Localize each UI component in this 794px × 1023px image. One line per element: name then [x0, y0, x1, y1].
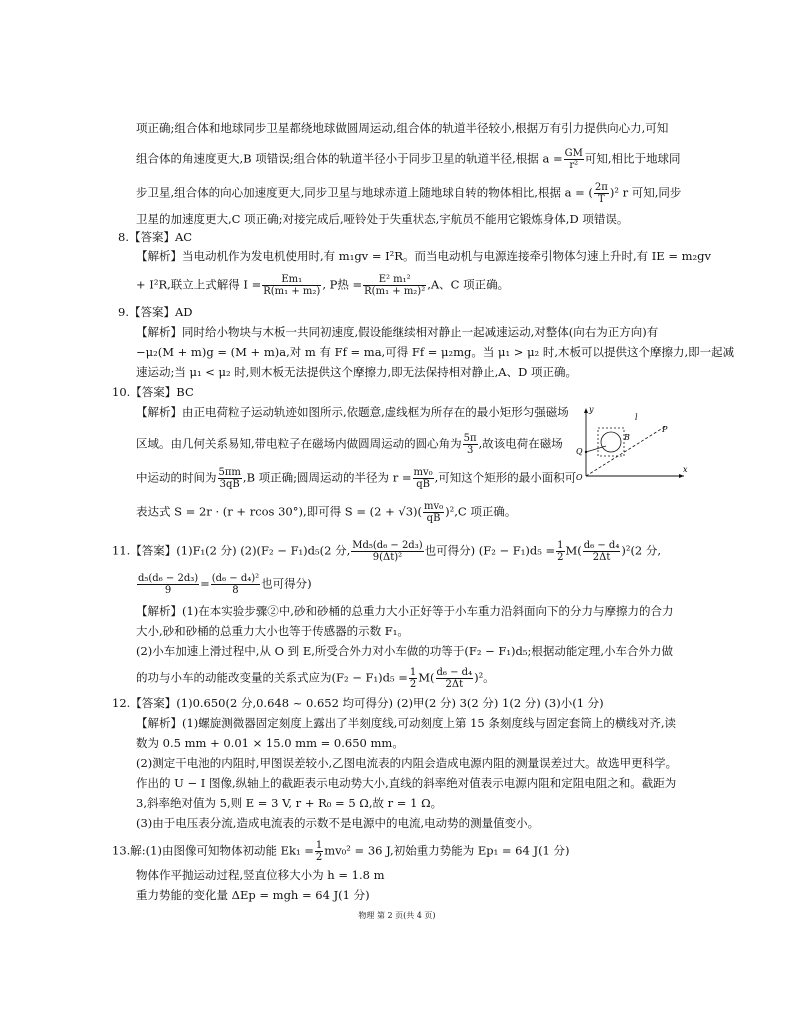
q12-exp6: (3)由于电压表分流,造成电流表的示数不是电源中的电流,电动势的测量值变小。 [136, 816, 540, 830]
q12-exp4: 作出的 U − I 图像,纵轴上的截距表示电动势大小,直线的斜率绝对值表示电源内阻和定阻电阻之和。截距为 [136, 776, 677, 790]
q10-line1: 【解析】由正电荷粒子运动轨迹如图所示,依题意,虚线框为所存在的最小矩形匀强磁场 [136, 405, 569, 419]
fraction: $\frac{2\pi}{T}$ [594, 182, 608, 205]
q8-line1: 【解析】当电动机作为发电机使用时,有 m₁gv = I²R。而当电动机与电源连接牵引物体匀速上升时,有 IE = m₂gv [136, 249, 712, 263]
q13-line1: 13.解:(1)由图像可知物体初动能 Ek₁ = $\frac{1}{2}$ mv₀² = 36 J,初始重力势能为 Ep₁ = 64 J(1 分) [112, 840, 570, 863]
field-b-label: B [624, 433, 630, 442]
q12-answer: 12.【答案】(1)0.650(2 分,0.648 ~ 0.652 均可得分) (2)甲(2 分) 3(2 分) 1(2 分) (3)小(1 分) [112, 696, 604, 710]
q10-line4: 表达式 S = 2r · (r + rcos 30°),即可得 S = (2 + √3)( $\frac{\text{mv₀}}{qB}$ )²,C 项正确。 [136, 501, 517, 524]
q8-line2: + I²R,联立上式解得 I = $\frac{\text{Em₁}}{\text{R(m₁ + m₂)}}$ , P热 = $\frac{\text{E² m₁²}}{\text{R(m₁ + m₂)²}}$ ,A、C 项正确。 [136, 274, 510, 297]
circular-path [601, 432, 621, 452]
q9-line2: −μ₂(M + m)g = (M + m)a,对 m 有 Ff = ma,可得 Ff = μ₂mg。当 μ₁ > μ₂ 时,木板可以提供这个摩擦力,即一起减 [136, 345, 735, 359]
q10-line3: 中运动的时间为 $\frac{5\pi m}{3qB}$ ,B 项正确;圆周运动的半径为 r = $\frac{\text{mv₀}}{qB}$ ,可知这个矩形的最小面积可 [136, 467, 577, 490]
x-axis-label: x [683, 465, 688, 474]
point-q-label: Q [576, 447, 583, 456]
q10-line2: 区域。由几何关系易知,带电粒子在磁场内做圆周运动的圆心角为 $\frac{5\pi}{3}$ ,故该电荷在磁场 [136, 433, 563, 456]
q11-exp4: 的功与小车的动能改变量的关系式应为(F₂ − F₁)d₅ = $\frac{1}{2}$ M( $\frac{\text{d₆ − d₄}}{2\Delta t}$ )²。 [136, 667, 495, 690]
q7-line2: 组合体的角速度更大,B 项错误;组合体的轨道半径小于同步卫星的轨道半径,根据 a = $\frac{GM}{\text{r²}}$ 可知,相比于地球同 [136, 148, 681, 171]
origin-label: O [576, 473, 583, 482]
q7-line4: 卫星的加速度更大,C 项正确;对接完成后,哑铃处于失重状态,宇航员不能用它锻炼身体,D 项错误。 [136, 212, 629, 226]
q13-line2: 物体作平抛运动过程,竖直位移大小为 h = 1.8 m [136, 868, 385, 882]
q9-line1: 【解析】同时给小物块与木板一共同初速度,假设能继续相对静止一起减速运动,对整体(向右为正方向)有 [136, 325, 659, 339]
y-axis-arrow [584, 408, 588, 413]
line-l-label: l [635, 413, 638, 422]
fraction: $\frac{GM}{\text{r²}}$ [564, 148, 583, 171]
page-footer: 物理 第 2 页(共 4 页) [358, 911, 436, 920]
q12-exp3: (2)测定干电池的内阻时,甲图误差较小,乙图电流表的内阻会造成电源内阻的测量误差过大。故选甲更科学。 [136, 756, 678, 770]
q8-answer: 8.【答案】AC [118, 230, 193, 244]
q12-exp5: 3,斜率绝对值为 5,则 E = 3 V, r + R₀ = 5 Ω,故 r = 1 Ω。 [136, 796, 443, 810]
q10-answer: 10.【答案】BC [112, 385, 194, 399]
q12-exp1: 【解析】(1)螺旋测微器固定刻度上露出了半刻度线,可动刻度上第 15 条刻度线与固定套筒上的横线对齐,读 [136, 716, 677, 730]
q9-line3: 速运动;当 μ₁ < μ₂ 时,则木板无法提供这个摩擦力,即无法保持相对静止,A、D 项正确。 [136, 365, 577, 379]
q13-line3: 重力势能的变化量 ΔEp = mgh = 64 J(1 分) [136, 888, 370, 902]
q11-answer-cont: $\frac{\text{d₅(d₆ − 2d₃)}}{9}$ = $\frac{\text{(d₆ − d₄)²}}{8}$ 也可得分) [138, 573, 312, 596]
point-p-label: P [662, 425, 668, 434]
y-axis-label: y [589, 405, 594, 414]
q12-exp2: 数为 0.5 mm + 0.01 × 15.0 mm = 0.650 mm。 [136, 736, 404, 750]
q11-exp1: 【解析】(1)在本实验步骤②中,砂和砂桶的总重力大小正好等于小车重力沿斜面向下的分力与摩擦力的合力 [136, 604, 674, 618]
point-q-dot [585, 451, 587, 453]
q7-line1: 项正确;组合体和地球同步卫星都绕地球做圆周运动,组合体的轨道半径较小,根据万有引力提供向心力,可知 [136, 121, 669, 135]
entry-path [586, 446, 606, 452]
q11-exp2: 大小,砂和砂桶的总重力大小也等于传感器的示数 F₁。 [136, 624, 409, 638]
q7-line3: 步卫星,组合体的向心加速度更大,同步卫星与地球赤道上随地球自转的物体相比,根据 a = ( $\frac{2\pi}{T}$ )² r 可知,同步 [136, 182, 682, 205]
q9-answer: 9.【答案】AD [118, 305, 193, 319]
q11-exp3: (2)小车加速上滑过程中,从 O 到 E,所受合外力对小车做的功等于(F₂ − F₁)d₅;根据动能定理,小车合外力做 [136, 644, 673, 658]
q11-answer: 11.【答案】(1)F₁(2 分) (2)(F₂ − F₁)d₅(2 分, $\frac{\text{Md₅(d₆ − 2d₃)}}{\text{9(Δt)²}}$ 也可得分) (F₂ − F₁)d₅ = $\frac{1}{2}$ M( $\frac{\text{d₆ − d₄}}{2\Delta t}$ )²(2 分, [112, 540, 662, 563]
x-axis-arrow [679, 474, 684, 478]
magnetic-field-diagram [572, 404, 688, 482]
